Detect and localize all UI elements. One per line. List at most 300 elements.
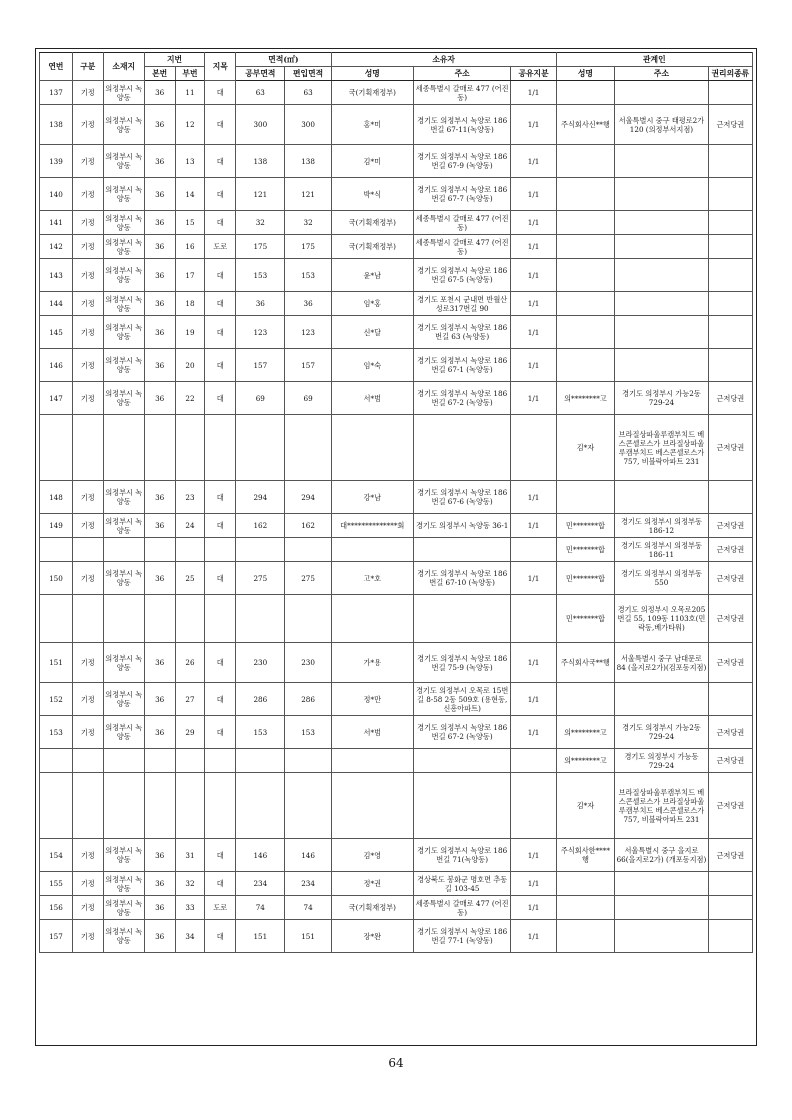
row-rights-name [556,178,615,211]
row-main: 36 [144,683,175,716]
row-rights-addr [615,235,708,259]
row-area-incl [285,773,331,839]
row-owner-addr: 경기도 의정부시 녹양로 186번길 67-9 (녹양동) [413,145,511,178]
row-type: 기정 [72,896,103,920]
row-sub: 13 [175,145,205,178]
row-area-incl [285,538,331,562]
row-main [144,773,175,839]
row-type [72,773,103,839]
row-owner-share [511,595,556,643]
row-owner-name [331,595,413,643]
row-category: 대 [205,481,236,514]
row-rights-name [556,481,615,514]
row-type: 기정 [72,920,103,953]
row-rights-addr: 경기도 의정부시 오목로205번길 55, 109동 1103호(민락동,베가타워) [615,595,708,643]
row-area-public: 123 [236,316,285,349]
col-area: 면적(㎡) [236,53,332,67]
row-main: 36 [144,105,175,145]
row-rights-kind [708,349,752,382]
row-sub [175,415,205,481]
row-area-incl: 146 [285,839,331,872]
row-rights-kind: 근저당권 [708,415,752,481]
row-no [40,595,73,643]
row-area-public: 162 [236,514,285,538]
row-owner-name: 김*영 [331,839,413,872]
row-area-public [236,415,285,481]
row-owner-addr [413,595,511,643]
col-owner-share: 공유지분 [511,67,556,81]
row-category [205,415,236,481]
row-category: 대 [205,81,236,105]
row-rights-addr: 경기도 의정부시 의정부동 550 [615,562,708,595]
row-rights-name [556,683,615,716]
row-owner-name: 신*달 [331,316,413,349]
row-owner-share: 1/1 [511,839,556,872]
row-rights-addr: 경기도 의정부시 가능2동 729-24 [615,382,708,415]
table-row [40,481,753,514]
col-owner-name: 성명 [331,67,413,81]
row-area-incl: 275 [285,562,331,595]
row-category: 대 [205,259,236,292]
row-no: 151 [40,643,73,683]
row-owner-share [511,773,556,839]
row-category [205,538,236,562]
row-rights-name: 주식회사한****행 [556,839,615,872]
row-category: 대 [205,316,236,349]
row-sub: 23 [175,481,205,514]
row-area-incl: 153 [285,716,331,749]
row-owner-addr: 경상북도 봉화군 명호면 추동길 103-45 [413,872,511,896]
row-owner-share: 1/1 [511,382,556,415]
row-area-incl: 175 [285,235,331,259]
row-area-public: 286 [236,683,285,716]
row-owner-addr: 경기도 의정부시 녹양로 186번길 67-7 (녹양동) [413,178,511,211]
row-type: 기정 [72,562,103,595]
row-owner-share: 1/1 [511,235,556,259]
row-rights-addr [615,896,708,920]
row-rights-name: 의********고 [556,749,615,773]
row-rights-name: 김*자 [556,773,615,839]
row-no: 142 [40,235,73,259]
row-rights-name [556,292,615,316]
row-location: 의정부시 녹양동 [103,145,144,178]
row-owner-name: 정*만 [331,683,413,716]
row-rights-name [556,259,615,292]
row-type: 기정 [72,481,103,514]
row-no: 139 [40,145,73,178]
row-location: 의정부시 녹양동 [103,316,144,349]
row-rights-kind: 근저당권 [708,105,752,145]
row-owner-name: 임*숙 [331,349,413,382]
row-rights-addr [615,178,708,211]
row-main [144,415,175,481]
row-no: 157 [40,920,73,953]
row-rights-kind: 근저당권 [708,749,752,773]
row-sub: 24 [175,514,205,538]
row-owner-share: 1/1 [511,259,556,292]
row-area-public: 153 [236,716,285,749]
row-area-public: 234 [236,872,285,896]
row-area-public: 32 [236,211,285,235]
row-area-public: 230 [236,643,285,683]
row-sub: 18 [175,292,205,316]
row-rights-name: 의********고 [556,716,615,749]
row-main: 36 [144,81,175,105]
row-main: 36 [144,178,175,211]
row-category: 대 [205,716,236,749]
row-owner-share [511,538,556,562]
row-owner-addr: 세종특별시 갈매로 477 (어진동) [413,235,511,259]
row-owner-share: 1/1 [511,562,556,595]
row-owner-addr [413,773,511,839]
row-rights-addr: 경기도 의정부시 가능2동 729-24 [615,716,708,749]
row-no [40,538,73,562]
row-category: 대 [205,643,236,683]
row-area-public: 300 [236,105,285,145]
row-rights-name [556,211,615,235]
row-category: 대 [205,211,236,235]
row-location: 의정부시 녹양동 [103,211,144,235]
row-owner-name: 윤*남 [331,259,413,292]
row-area-incl [285,595,331,643]
row-no: 153 [40,716,73,749]
row-no: 147 [40,382,73,415]
row-location: 의정부시 녹양동 [103,683,144,716]
row-rights-name: 민*******합 [556,538,615,562]
row-owner-name: 국(기획재정부) [331,896,413,920]
row-type: 기정 [72,643,103,683]
row-type: 기정 [72,514,103,538]
row-sub [175,595,205,643]
row-area-incl: 234 [285,872,331,896]
row-type: 기정 [72,292,103,316]
col-area-incl: 편입면적 [285,67,331,81]
row-area-public [236,595,285,643]
row-no: 150 [40,562,73,595]
row-location: 의정부시 녹양동 [103,920,144,953]
row-location: 의정부시 녹양동 [103,382,144,415]
row-sub: 16 [175,235,205,259]
row-owner-name [331,415,413,481]
row-owner-share: 1/1 [511,145,556,178]
row-no: 155 [40,872,73,896]
row-rights-name [556,349,615,382]
row-sub [175,749,205,773]
row-area-public: 138 [236,145,285,178]
row-owner-share: 1/1 [511,211,556,235]
row-area-public: 153 [236,259,285,292]
col-no: 연번 [40,53,73,81]
row-area-public: 294 [236,481,285,514]
row-location: 의정부시 녹양동 [103,643,144,683]
row-rights-kind: 근저당권 [708,514,752,538]
row-area-incl: 294 [285,481,331,514]
row-area-incl: 63 [285,81,331,105]
row-type: 기정 [72,716,103,749]
row-rights-kind [708,81,752,105]
row-rights-kind: 근저당권 [708,773,752,839]
row-location: 의정부시 녹양동 [103,349,144,382]
row-owner-name: 박*식 [331,178,413,211]
row-rights-name: 민*******합 [556,562,615,595]
row-location: 의정부시 녹양동 [103,235,144,259]
row-owner-addr [413,415,511,481]
row-no: 141 [40,211,73,235]
row-location [103,773,144,839]
table-row [40,896,753,920]
row-rights-kind [708,920,752,953]
row-area-public [236,749,285,773]
row-owner-name: 국(기획재정부) [331,235,413,259]
row-sub: 34 [175,920,205,953]
row-area-incl: 36 [285,292,331,316]
row-area-public: 157 [236,349,285,382]
row-main: 36 [144,896,175,920]
table-row [40,145,753,178]
row-area-incl: 300 [285,105,331,145]
table-row [40,595,753,643]
row-main: 36 [144,481,175,514]
row-type: 기정 [72,839,103,872]
row-rights-name [556,145,615,178]
row-location: 의정부시 녹양동 [103,514,144,538]
row-owner-addr: 세종특별시 갈매로 477 (어진동) [413,896,511,920]
row-owner-addr: 경기도 의정부시 녹양로 186번길 67-11(녹양동) [413,105,511,145]
row-area-incl: 151 [285,920,331,953]
row-sub [175,773,205,839]
row-location [103,595,144,643]
row-type [72,538,103,562]
row-area-incl: 153 [285,259,331,292]
table-row [40,538,753,562]
row-rights-name: 민*******합 [556,595,615,643]
row-area-incl: 286 [285,683,331,716]
row-category: 대 [205,292,236,316]
land-registry-table [39,52,753,953]
row-category: 대 [205,349,236,382]
row-category [205,773,236,839]
row-rights-name: 주식회사신**행 [556,105,615,145]
row-area-public: 151 [236,920,285,953]
row-sub: 11 [175,81,205,105]
table-row [40,81,753,105]
row-location: 의정부시 녹양동 [103,896,144,920]
table-row [40,415,753,481]
row-rights-addr: 서울특별시 중구 태평로2가 120 (의정부서지점) [615,105,708,145]
table-row [40,773,753,839]
row-category: 대 [205,178,236,211]
col-main: 본번 [144,67,175,81]
row-category: 대 [205,562,236,595]
row-owner-addr: 경기도 의정부시 녹양로 186번길 67-2 (녹양동) [413,382,511,415]
row-rights-kind [708,683,752,716]
row-owner-addr: 경기도 포천시 군내면 반월산성로317번길 90 [413,292,511,316]
row-location: 의정부시 녹양동 [103,81,144,105]
col-rights-name: 성명 [556,67,615,81]
row-rights-kind: 근저당권 [708,595,752,643]
row-category: 대 [205,920,236,953]
row-rights-kind [708,481,752,514]
row-rights-name: 민*******합 [556,514,615,538]
row-rights-kind: 근저당권 [708,643,752,683]
row-location: 의정부시 녹양동 [103,292,144,316]
row-no: 138 [40,105,73,145]
row-rights-name: 김*자 [556,415,615,481]
table-row [40,259,753,292]
row-location: 의정부시 녹양동 [103,105,144,145]
row-location [103,749,144,773]
row-owner-name: 김*미 [331,145,413,178]
row-area-public: 121 [236,178,285,211]
row-sub: 19 [175,316,205,349]
row-owner-addr: 경기도 의정부시 녹양로 186번길 67-1 (녹양동) [413,349,511,382]
table-row [40,643,753,683]
row-location: 의정부시 녹양동 [103,562,144,595]
row-type: 기정 [72,81,103,105]
row-category: 대 [205,872,236,896]
row-no: 148 [40,481,73,514]
row-owner-name: 강*남 [331,481,413,514]
row-category: 대 [205,145,236,178]
page-number: 64 [388,1056,404,1070]
row-type: 기정 [72,683,103,716]
row-owner-name: 대**************회 [331,514,413,538]
row-sub: 25 [175,562,205,595]
row-no: 143 [40,259,73,292]
row-owner-name: 국(기획재정부) [331,211,413,235]
row-owner-addr: 경기도 의정부시 녹양로 186번길 67-6 (녹양동) [413,481,511,514]
row-rights-kind: 근저당권 [708,562,752,595]
col-rights-addr: 주소 [615,67,708,81]
row-owner-name: 국(기획재정부) [331,81,413,105]
row-rights-addr: 경기도 의정부시 가능동 729-24 [615,749,708,773]
row-rights-addr: 경기도 의정부시 의정부동 186-11 [615,538,708,562]
table-row [40,716,753,749]
row-no: 144 [40,292,73,316]
row-rights-kind [708,872,752,896]
row-owner-name: 고*호 [331,562,413,595]
row-rights-name [556,235,615,259]
col-rights-kind: 권리의종류 [708,67,752,81]
row-sub: 31 [175,839,205,872]
row-rights-name: 의********고 [556,382,615,415]
row-owner-addr: 경기도 의정부시 녹양로 186번길 63 (녹양동) [413,316,511,349]
col-location: 소재지 [103,53,144,81]
row-area-public: 36 [236,292,285,316]
row-type: 기정 [72,316,103,349]
row-sub: 22 [175,382,205,415]
row-main: 36 [144,349,175,382]
col-owner-addr: 주소 [413,67,511,81]
table-row [40,872,753,896]
row-area-incl [285,415,331,481]
row-rights-addr: 브라질상파울루캠부치드 베스콘셀로스가 브라질상파울루캠부치드 베스콘셀로스가 757, 비블락아파트 231 [615,773,708,839]
row-rights-addr [615,872,708,896]
col-rights: 관계인 [556,53,752,67]
row-main [144,749,175,773]
row-owner-addr: 경기도 의정부시 녹양동 36-1 [413,514,511,538]
row-main: 36 [144,211,175,235]
row-rights-addr [615,145,708,178]
row-owner-share: 1/1 [511,105,556,145]
row-rights-addr [615,81,708,105]
row-sub: 12 [175,105,205,145]
row-rights-kind: 근저당권 [708,382,752,415]
row-rights-kind: 근저당권 [708,839,752,872]
row-owner-name: 서*범 [331,716,413,749]
row-sub [175,538,205,562]
row-area-incl: 123 [285,316,331,349]
row-owner-addr: 경기도 의정부시 녹양로 186번길 67-10 (녹양동) [413,562,511,595]
row-no: 140 [40,178,73,211]
table-body [40,81,753,953]
row-owner-share: 1/1 [511,349,556,382]
row-main: 36 [144,145,175,178]
row-main: 36 [144,292,175,316]
row-category: 도로 [205,235,236,259]
row-owner-name: 임*홍 [331,292,413,316]
row-rights-addr [615,211,708,235]
row-category [205,595,236,643]
row-rights-name [556,81,615,105]
row-owner-name: 홍*미 [331,105,413,145]
row-type [72,749,103,773]
row-owner-addr: 경기도 의정부시 녹양로 186번길 77-1 (녹양동) [413,920,511,953]
row-sub: 15 [175,211,205,235]
row-type: 기정 [72,105,103,145]
row-rights-kind [708,292,752,316]
row-owner-name [331,773,413,839]
table-row [40,235,753,259]
row-sub: 27 [175,683,205,716]
row-rights-addr: 서울특별시 중구 남대문로 84 (을지로2가)(검포동지점) [615,643,708,683]
row-sub: 32 [175,872,205,896]
row-sub: 20 [175,349,205,382]
table-row [40,292,753,316]
row-rights-addr [615,349,708,382]
row-location: 의정부시 녹양동 [103,716,144,749]
col-jibun: 지번 [144,53,205,67]
row-owner-share: 1/1 [511,920,556,953]
row-owner-addr: 경기도 의정부시 녹양로 186번길 71(녹양동) [413,839,511,872]
col-area-public: 공부면적 [236,67,285,81]
row-rights-addr: 브라질상파울루캠부치드 베스콘셀로스가 브라질상파울루캠부치드 베스콘셀로스가 757, 비블락아파트 231 [615,415,708,481]
table-row [40,349,753,382]
row-owner-name: 서*범 [331,382,413,415]
row-rights-kind [708,178,752,211]
row-main: 36 [144,872,175,896]
row-location: 의정부시 녹양동 [103,839,144,872]
row-main: 36 [144,259,175,292]
row-rights-addr: 서울특별시 중구 을지로 66(을지로2가) (개포동지점) [615,839,708,872]
row-main: 36 [144,643,175,683]
row-rights-kind [708,145,752,178]
row-owner-addr: 경기도 의정부시 오목로 15번길 8-58 2동 509호 (용현동,신흥아파트) [413,683,511,716]
row-rights-addr [615,259,708,292]
row-sub: 29 [175,716,205,749]
row-category: 대 [205,514,236,538]
row-no: 137 [40,81,73,105]
row-no: 154 [40,839,73,872]
row-category: 대 [205,683,236,716]
col-owner: 소유자 [331,53,556,67]
row-owner-share: 1/1 [511,481,556,514]
row-type: 기정 [72,872,103,896]
row-owner-name: 가*용 [331,643,413,683]
row-type: 기정 [72,259,103,292]
row-main: 36 [144,382,175,415]
row-rights-addr [615,683,708,716]
